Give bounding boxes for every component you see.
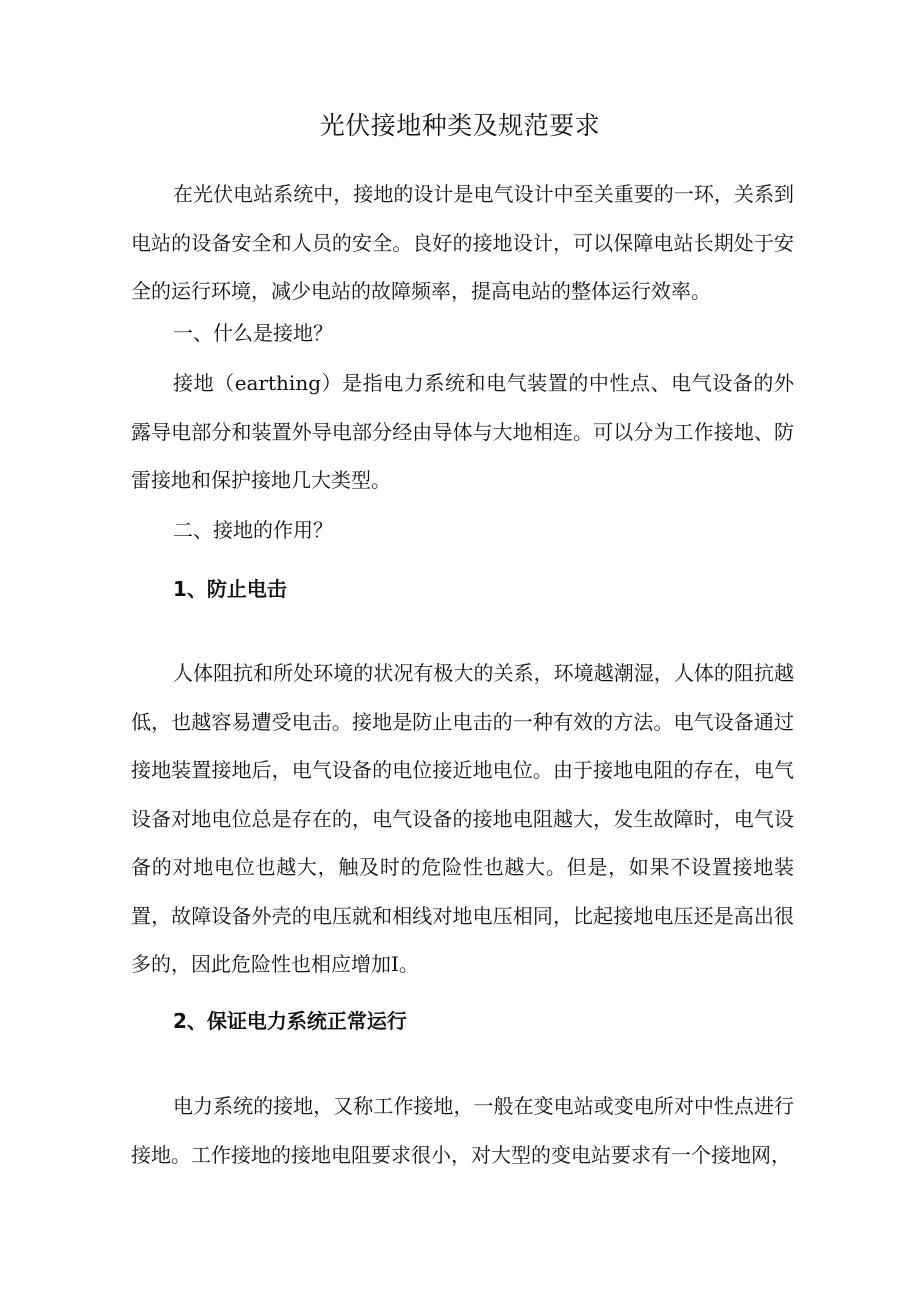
section-heading-what-is-grounding: 一、什么是接地？ (173, 321, 333, 345)
document-title: 光伏接地种类及规范要求 (319, 111, 601, 140)
section-body-what-is-grounding: 接地（earthing）是指电力系统和电气装置的中性点、电气设备的外露导电部分和装置外导电部分经由导体与大地相连。可以分为工作接地、防雷接地和保护接地几大类型。 (131, 371, 794, 492)
intro-paragraph: 在光伏电站系统中，接地的设计是电气设计中至关重要的一环，关系到电站的设备安全和人员的安全。良好的接地设计，可以保障电站长期处于安全的运行环境，减少电站的故障频率，提高电站的整体运行效率。 (131, 182, 794, 303)
section-heading-grounding-function: 二、接地的作用？ (173, 518, 333, 542)
subsection-body-prevent-shock: 人体阻抗和所处环境的状况有极大的关系，环境越潮湿，人体的阻抗越低，也越容易遭受电击。接地是防止电击的一种有效的方法。电气设备通过接地装置接地后，电气设备的电位接近地电位。由于接地电阻的存在，电气设备对地电位总是存在的，电气设备的接地电阻越大，发生故障时，电气设备的对地电位也越大，触及时的危险性也越大。但是，如果不设置接地装置，故障设备外壳的电压就和相线对地电压相同，比起接地电压还是高出很多的，因此危险性也相应增加I。 (131, 661, 794, 976)
subsection-body-normal-operation: 电力系统的接地，又称工作接地，一般在变电站或变电所对中性点进行接地。工作接地的接地电阻要求很小，对大型的变电站要求有一个接地网， (131, 1094, 794, 1167)
subsection-heading-normal-operation: 2、保证电力系统正常运行 (173, 1009, 407, 1033)
subsection-heading-prevent-shock: 1、防止电击 (173, 577, 287, 601)
